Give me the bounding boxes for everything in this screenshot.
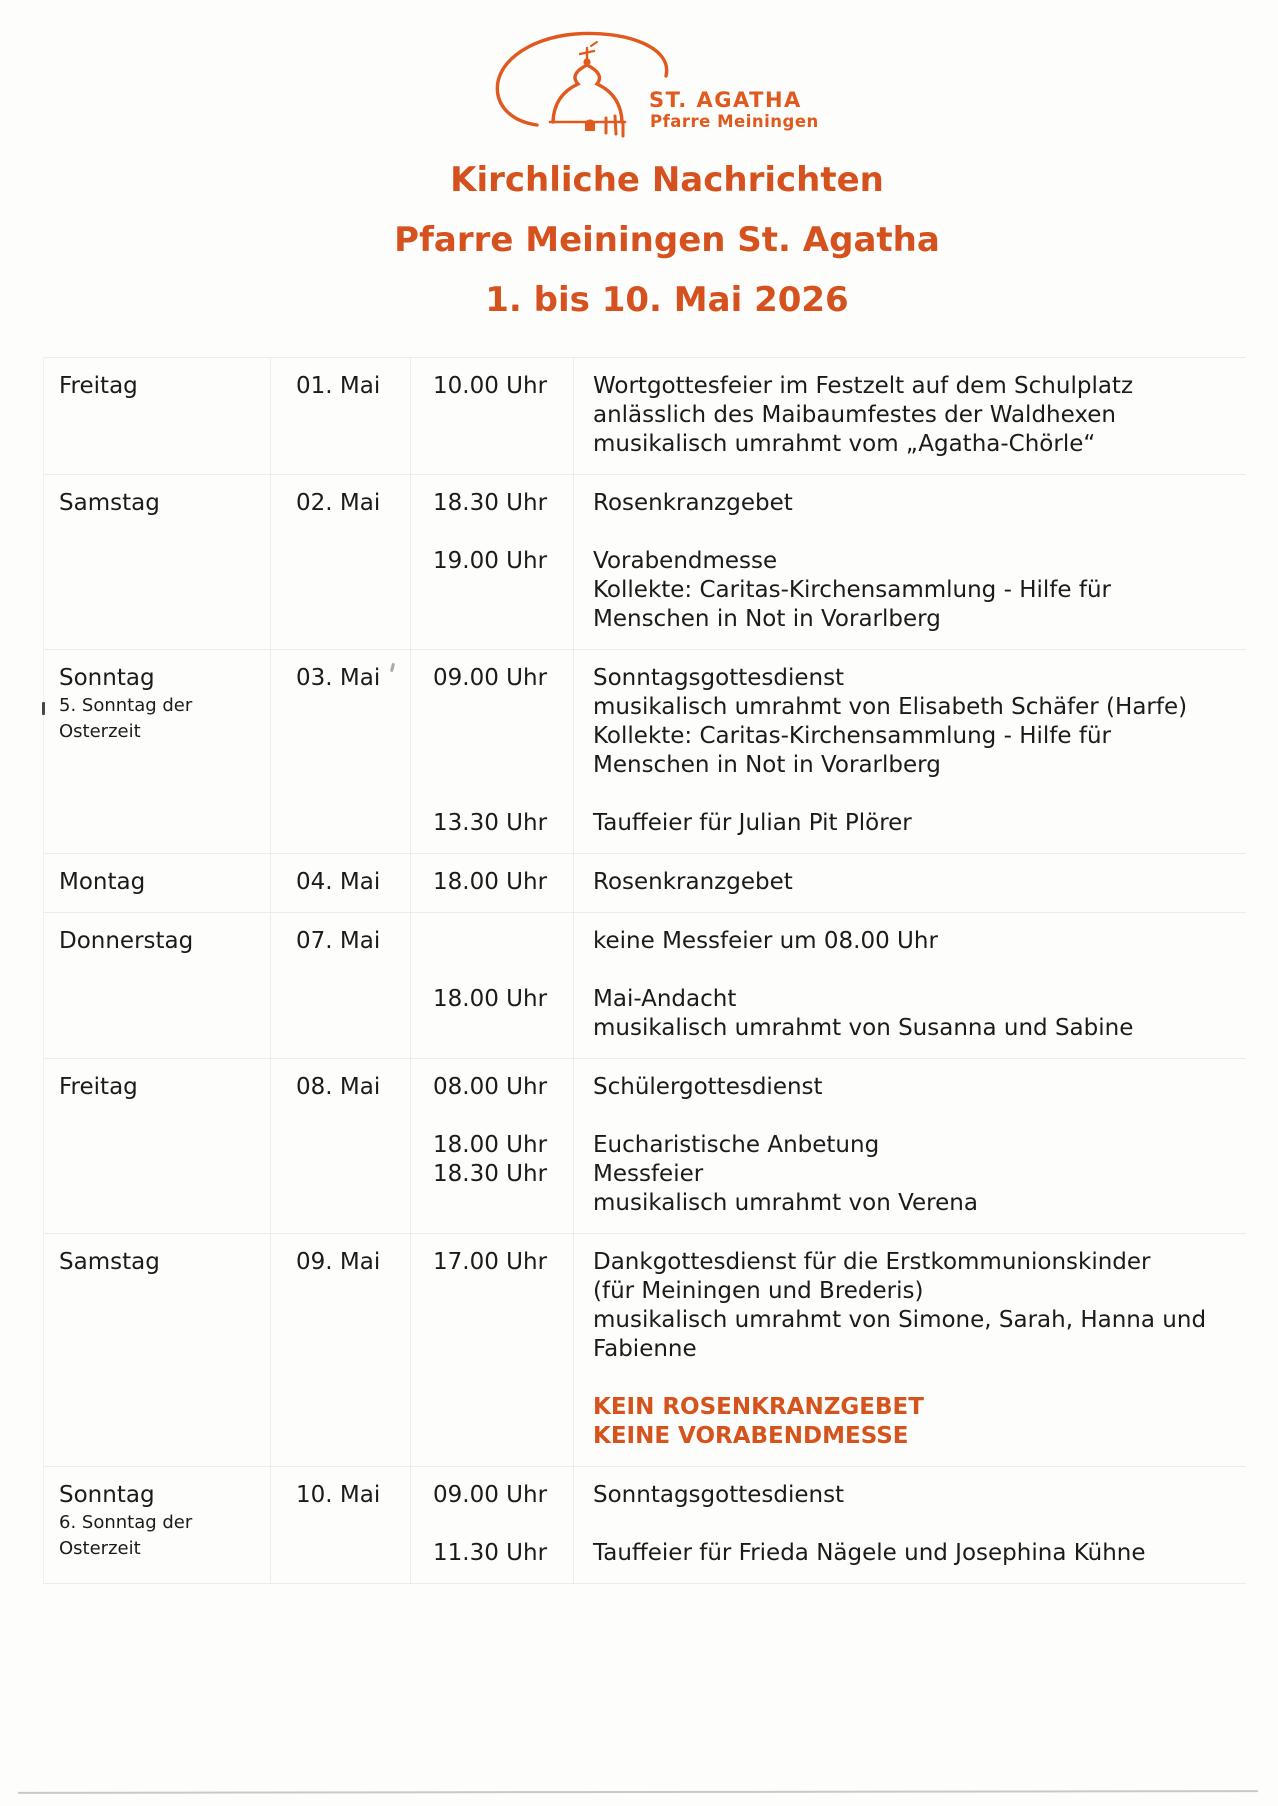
description-line: Kollekte: Caritas-Kirchensammlung - Hilfe für xyxy=(593,577,1111,603)
event-times xyxy=(411,809,573,838)
table-row xyxy=(44,1059,1246,1234)
event-time: 09.00 Uhr xyxy=(433,1482,548,1508)
description-line: (für Meiningen und Brederis) xyxy=(593,1278,924,1304)
event-times xyxy=(411,1539,573,1568)
event-description xyxy=(573,1481,1246,1510)
table-row xyxy=(44,650,1246,854)
event-times xyxy=(411,1073,573,1102)
event-time: 11.30 Uhr xyxy=(433,1540,548,1566)
description-line: Fabienne xyxy=(593,1336,697,1362)
event-description xyxy=(573,372,1246,459)
event xyxy=(411,868,1246,897)
event-times xyxy=(411,1248,573,1364)
description-line: Tauffeier für Frieda Nägele und Josephina Kühne xyxy=(593,1540,1146,1566)
description-line: Sonntagsgottesdienst xyxy=(593,665,845,691)
event-time: 18.00 Uhr xyxy=(433,986,548,1012)
newsletter-parish: Pfarre Meiningen St. Agatha xyxy=(394,220,940,260)
description-line: Rosenkranzgebet xyxy=(593,490,793,516)
description-line: musikalisch umrahmt vom „Agatha-Chörle“ xyxy=(593,431,1096,457)
description-line: Schülergottesdienst xyxy=(593,1074,823,1100)
schedule-table xyxy=(43,357,1246,1584)
event xyxy=(411,1393,1246,1451)
description-line: anlässlich des Maibaumfestes der Waldhexen xyxy=(593,402,1117,428)
header-titles xyxy=(28,150,1278,330)
table-row xyxy=(44,854,1246,913)
description-line: Messfeier xyxy=(593,1161,704,1187)
event-time: 10.00 Uhr xyxy=(433,373,548,399)
day-name: Donnerstag xyxy=(59,928,194,954)
table-row xyxy=(44,1234,1246,1467)
event-times xyxy=(411,547,573,634)
day-name: Freitag xyxy=(59,1074,138,1100)
date-text: 10. Mai xyxy=(296,1482,381,1508)
event-time: 13.30 Uhr xyxy=(433,810,548,836)
date-text: 01. Mai xyxy=(296,373,381,399)
event-times xyxy=(411,927,573,956)
event xyxy=(411,372,1246,459)
event xyxy=(411,664,1246,780)
event-description xyxy=(573,1248,1246,1364)
event-times xyxy=(411,985,573,1043)
date-cell xyxy=(271,854,411,912)
event-description xyxy=(573,1073,1246,1102)
description-line: Rosenkranzgebet xyxy=(593,869,793,895)
description-line: musikalisch umrahmt von Elisabeth Schäfer (Harfe) xyxy=(593,694,1188,720)
event-description xyxy=(573,1539,1246,1568)
description-line: Wortgottesfeier im Festzelt auf dem Schulplatz xyxy=(593,373,1134,399)
events-cell xyxy=(411,358,1246,474)
date-cell xyxy=(271,1059,411,1233)
event-time: 17.00 Uhr xyxy=(433,1249,548,1275)
event xyxy=(411,927,1246,956)
event xyxy=(411,1248,1246,1364)
newsletter-title: Kirchliche Nachrichten xyxy=(450,160,884,200)
day-cell xyxy=(44,475,271,649)
event-times xyxy=(411,489,573,518)
newsletter-date-range: 1. bis 10. Mai 2026 xyxy=(485,280,849,320)
event-times xyxy=(411,1131,573,1218)
description-line: Tauffeier für Julian Pit Plörer xyxy=(593,810,912,836)
description-line: musikalisch umrahmt von Verena xyxy=(593,1190,978,1216)
table-row xyxy=(44,358,1246,475)
day-note-line: 5. Sonntag der xyxy=(59,695,193,716)
date-cell xyxy=(271,1467,411,1583)
day-cell xyxy=(44,358,271,474)
date-text: 03. Mai xyxy=(296,665,381,691)
day-note-line: Osterzeit xyxy=(59,1538,141,1559)
date-cell xyxy=(271,913,411,1058)
description-line: Kollekte: Caritas-Kirchensammlung - Hilfe für xyxy=(593,723,1111,749)
day-cell xyxy=(44,1059,271,1233)
description-line: Menschen in Not in Vorarlberg xyxy=(593,752,941,778)
event-time: 18.00 Uhr xyxy=(433,1132,548,1158)
events-cell xyxy=(411,1059,1246,1233)
event-time: 08.00 Uhr xyxy=(433,1074,548,1100)
event-times xyxy=(411,868,573,897)
event-description xyxy=(573,809,1246,838)
event xyxy=(411,809,1246,838)
description-line: musikalisch umrahmt von Susanna und Sabine xyxy=(593,1015,1134,1041)
events-cell xyxy=(411,913,1246,1058)
events-cell xyxy=(411,854,1246,912)
event xyxy=(411,1131,1246,1218)
date-cell xyxy=(271,650,411,853)
events-cell xyxy=(411,475,1246,649)
event-description xyxy=(573,547,1246,634)
event-times xyxy=(411,1393,573,1451)
date-text: 02. Mai xyxy=(296,490,381,516)
date-text: 07. Mai xyxy=(296,928,381,954)
scan-speck xyxy=(42,702,45,715)
date-text: 04. Mai xyxy=(296,869,381,895)
event-time: 19.00 Uhr xyxy=(433,548,548,574)
table-row xyxy=(44,913,1246,1059)
logo-subtitle: Pfarre Meiningen xyxy=(650,112,819,131)
day-name: Montag xyxy=(59,869,146,895)
event-description xyxy=(573,868,1246,897)
event-description xyxy=(573,985,1246,1043)
day-name: Sonntag xyxy=(59,1482,155,1508)
day-note-line: 6. Sonntag der xyxy=(59,1512,193,1533)
event xyxy=(411,1481,1246,1510)
event-times xyxy=(411,1481,573,1510)
date-cell xyxy=(271,1234,411,1466)
day-name: Freitag xyxy=(59,373,138,399)
event-description xyxy=(573,1393,1246,1451)
event-times xyxy=(411,664,573,780)
event-description xyxy=(573,1131,1246,1218)
page-bottom-rule xyxy=(18,1790,1258,1794)
event-description xyxy=(573,489,1246,518)
events-cell xyxy=(411,1467,1246,1583)
day-note-line: Osterzeit xyxy=(59,721,141,742)
table-row xyxy=(44,475,1246,650)
description-line: Dankgottesdienst für die Erstkommunionskinder xyxy=(593,1249,1151,1275)
event-description xyxy=(573,664,1246,780)
day-name: Sonntag xyxy=(59,665,155,691)
date-text: 08. Mai xyxy=(296,1074,381,1100)
description-line: KEINE VORABENDMESSE xyxy=(593,1423,909,1449)
event xyxy=(411,489,1246,518)
events-cell xyxy=(411,1234,1246,1466)
event-time: 18.30 Uhr xyxy=(433,1161,548,1187)
day-cell xyxy=(44,1234,271,1466)
date-cell xyxy=(271,358,411,474)
date-cell xyxy=(271,475,411,649)
events-cell xyxy=(411,650,1246,853)
day-cell xyxy=(44,650,271,853)
description-line: Eucharistische Anbetung xyxy=(593,1132,880,1158)
event-time xyxy=(433,927,573,956)
event-time: 18.30 Uhr xyxy=(433,490,548,516)
event xyxy=(411,1539,1246,1568)
day-name: Samstag xyxy=(59,1249,160,1275)
day-cell xyxy=(44,1467,271,1583)
description-line: Vorabendmesse xyxy=(593,548,778,574)
logo-wordmark: ST. AGATHA xyxy=(649,88,802,112)
description-line: KEIN ROSENKRANZGEBET xyxy=(593,1394,924,1420)
event xyxy=(411,985,1246,1043)
date-text: 09. Mai xyxy=(296,1249,381,1275)
event xyxy=(411,547,1246,634)
description-line: musikalisch umrahmt von Simone, Sarah, Hanna und xyxy=(593,1307,1207,1333)
day-cell xyxy=(44,854,271,912)
day-name: Samstag xyxy=(59,490,160,516)
event-times xyxy=(411,372,573,459)
description-line: Mai-Andacht xyxy=(593,986,737,1012)
event xyxy=(411,1073,1246,1102)
event-time: 09.00 Uhr xyxy=(433,665,548,691)
description-line: Menschen in Not in Vorarlberg xyxy=(593,606,941,632)
description-line: keine Messfeier um 08.00 Uhr xyxy=(593,928,938,954)
description-line: Sonntagsgottesdienst xyxy=(593,1482,845,1508)
event-description xyxy=(573,927,1246,956)
event-time: 18.00 Uhr xyxy=(433,869,548,895)
day-cell xyxy=(44,913,271,1058)
table-row xyxy=(44,1467,1246,1584)
